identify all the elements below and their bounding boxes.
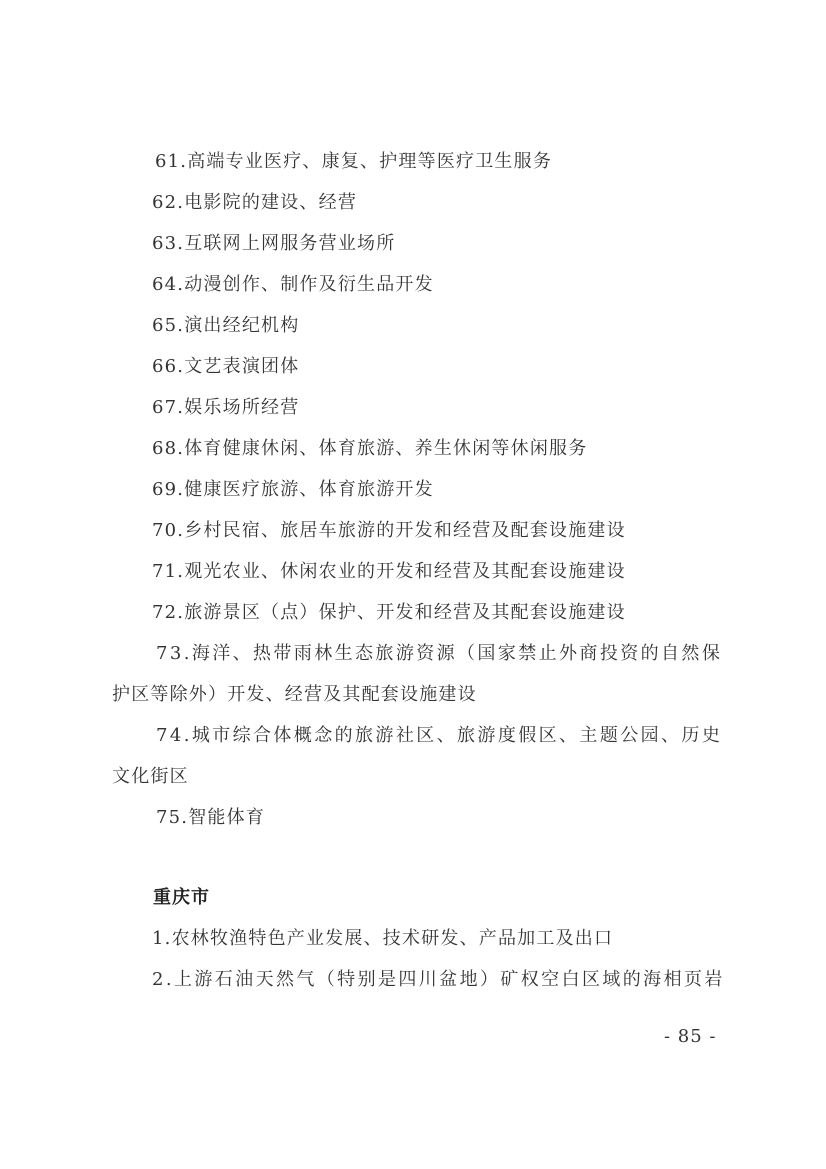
list-item: 71.观光农业、休闲农业的开发和经营及其配套设施建设 xyxy=(152,561,626,582)
list-item: 64.动漫创作、制作及衍生品开发 xyxy=(152,274,434,295)
list-item: 74.城市综合体概念的旅游社区、旅游度假区、主题公园、历史 xyxy=(156,725,723,746)
list-item: 65.演出经纪机构 xyxy=(152,315,300,336)
list-item: 61.高端专业医疗、康复、护理等医疗卫生服务 xyxy=(155,151,553,172)
list-item: 62.电影院的建设、经营 xyxy=(152,192,358,213)
list-item: 72.旅游景区（点）保护、开发和经营及其配套设施建设 xyxy=(152,602,626,623)
list-item-continuation: 文化街区 xyxy=(112,766,189,787)
list-item: 70.乡村民宿、旅居车旅游的开发和经营及配套设施建设 xyxy=(152,520,626,541)
list-item-continuation: 护区等除外）开发、经营及其配套设施建设 xyxy=(112,684,477,705)
list-item: 2.上游石油天然气（特别是四川盆地）矿权空白区域的海相页岩 xyxy=(152,969,725,990)
list-item: 73.海洋、热带雨林生态旅游资源（国家禁止外商投资的自然保 xyxy=(156,643,723,664)
list-item: 66.文艺表演团体 xyxy=(152,356,300,377)
list-item: 67.娱乐场所经营 xyxy=(152,397,300,418)
section-heading: 重庆市 xyxy=(153,887,210,908)
list-item: 63.互联网上网服务营业场所 xyxy=(152,233,396,254)
list-item: 69.健康医疗旅游、体育旅游开发 xyxy=(152,479,434,500)
list-item: 1.农林牧渔特色产业发展、技术研发、产品加工及出口 xyxy=(152,928,614,949)
list-item: 68.体育健康休闲、体育旅游、养生休闲等休闲服务 xyxy=(152,438,588,459)
list-item: 75.智能体育 xyxy=(156,807,266,828)
page-number: - 85 - xyxy=(664,1026,717,1047)
